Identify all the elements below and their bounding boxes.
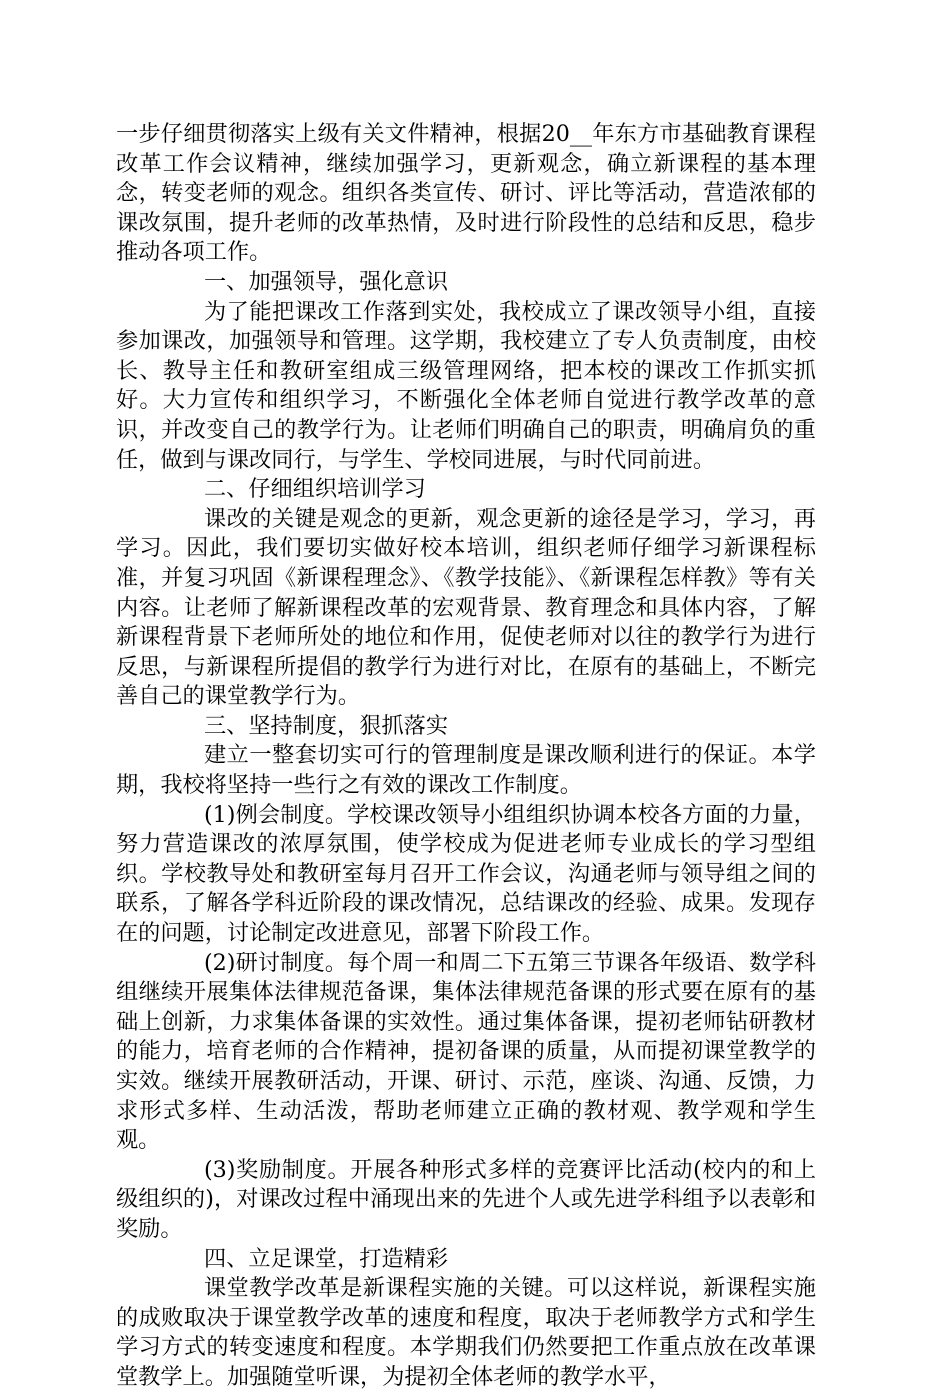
body-paragraph: 为了能把课改工作落到实处，我校成立了课改领导小组，直接参加课改，加强领导和管理。这学期，我校建立了专人负责制度，由校长、教导主任和教研室组成三级管理网络，把本校的课改工作抓实抓好。大力宣传和组织学习，不断强化全体老师自觉进行教学改革的意识，并改变自己的教学行为。让老师们明确自己的职责，明确肩负的重任，做到与课改同行，与学生、学校同进展，与时代同前进。 — [116, 298, 816, 473]
section-heading: 一、加强领导，强化意识 — [204, 268, 449, 295]
body-paragraph: (2)研讨制度。每个周一和周二下五第三节课各年级语、数学科组继续开展集体法律规范备课，集体法律规范备课的形式要在原有的基础上创新，力求集体备课的实效性。通过集体备课，提初老师钻研教材的能力，培育老师的合作精神，提初备课的质量，从而提初课堂教学的实效。继续开展教研活动，开课、研讨、示范，座谈、沟通、反馈，力求形式多样、生动活泼，帮助老师建立正确的教材观、教学观和学生观。 — [116, 949, 816, 1154]
body-paragraph: 课堂教学改革是新课程实施的关键。可以这样说，新课程实施的成败取决于课堂教学改革的速度和程度，取决于老师教学方式和学生学习方式的转变速度和程度。本学期我们仍然要把工作重点放在改革课堂教学上。加强随堂听课，为提初全体老师的教学水平， — [116, 1275, 816, 1390]
body-paragraph: 建立一整套切实可行的管理制度是课改顺利进行的保证。本学期，我校将坚持一些行之有效的课改工作制度。 — [116, 742, 816, 799]
body-paragraph: 一步仔细贯彻落实上级有关文件精神，根据20__年东方市基础教育课程改革工作会议精神，继续加强学习，更新观念，确立新课程的基本理念，转变老师的观念。组织各类宣传、研讨、评比等活动，营造浓郁的课改氛围，提升老师的改革热情，及时进行阶段性的总结和反思，稳步推动各项工作。 — [116, 121, 816, 266]
section-heading: 四、立足课堂，打造精彩 — [204, 1245, 449, 1272]
section-heading: 三、坚持制度，狠抓落实 — [204, 712, 449, 739]
section-heading: 二、仔细组织培训学习 — [204, 476, 426, 503]
document-page — [116, 120, 816, 1393]
body-paragraph: (3)奖励制度。开展各种形式多样的竞赛评比活动(校内的和上级组织的)，对课改过程中涌现出来的先进个人或先进学科组予以表彰和奖励。 — [116, 1156, 816, 1242]
body-paragraph: (1)例会制度。学校课改领导小组组织协调本校各方面的力量，努力营造课改的浓厚氛围，使学校成为促进老师专业成长的学习型组织。学校教导处和教研室每月召开工作会议，沟通老师与领导组之间的联系，了解各学科近阶段的课改情况，总结课改的经验、成果。发现存在的问题，讨论制定改进意见，部署下阶段工作。 — [116, 801, 816, 947]
body-paragraph: 课改的关键是观念的更新，观念更新的途径是学习，学习，再学习。因此，我们要切实做好校本培训，组织老师仔细学习新课程标准，并复习巩固《新课程理念》、《教学技能》、《新课程怎样教》等有关内容。让老师了解新课程改革的宏观背景、教育理念和具体内容，了解新课程背景下老师所处的地位和作用，促使老师对以往的教学行为进行反思，与新课程所提倡的教学行为进行对比，在原有的基础上，不断完善自己的课堂教学行为。 — [116, 505, 816, 710]
